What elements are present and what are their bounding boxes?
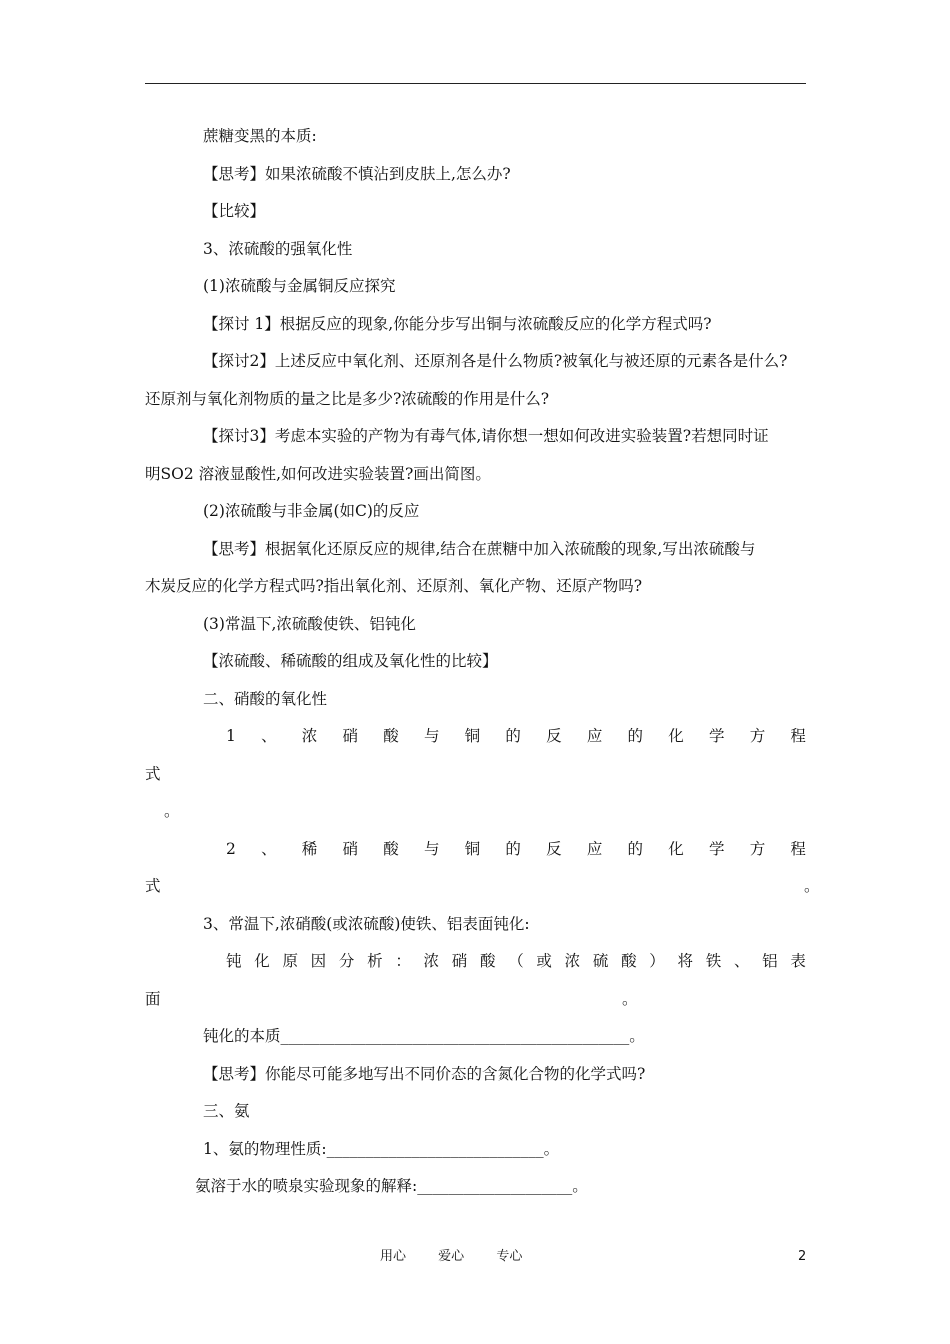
- char: 浓: [301, 727, 318, 745]
- char: 表: [790, 952, 806, 970]
- paragraph: (2)浓硫酸与非金属(如C)的反应: [203, 502, 420, 520]
- char: 硫: [592, 952, 609, 970]
- char: 的: [505, 840, 521, 858]
- paragraph: 【思考】如果浓硫酸不慎沾到皮肤上,怎么办?: [203, 165, 511, 183]
- char: 反: [546, 727, 562, 745]
- paragraph: 【探讨 1】根据反应的现象,你能分步写出铜与浓硫酸反应的化学方程式吗?: [203, 315, 712, 333]
- char: 学: [708, 727, 725, 745]
- char: 浓: [564, 952, 581, 970]
- char: 酸: [383, 727, 399, 745]
- paragraph: 明SO2 溶液显酸性,如何改进实验装置?画出简图。: [145, 465, 491, 483]
- paragraph: 【探讨2】上述反应中氧化剂、还原剂各是什么物质?被氧化与被还原的元素各是什么?: [203, 352, 788, 370]
- paragraph: 还原剂与氧化剂物质的量之比是多少?浓硫酸的作用是什么?: [145, 390, 550, 408]
- char: 的: [627, 727, 644, 745]
- char: 1: [226, 727, 236, 745]
- header-rule: [145, 83, 806, 84]
- section-heading: 3、浓硫酸的强氧化性: [203, 240, 353, 258]
- char: 化: [668, 727, 684, 745]
- char: 、: [733, 952, 750, 970]
- paragraph: 蔗糖变黑的本质:: [203, 127, 317, 145]
- footer-word: 爱心: [438, 1249, 465, 1264]
- char: 铜: [464, 727, 481, 745]
- paragraph: 木炭反应的化学方程式吗?指出氧化剂、还原剂、氧化产物、还原产物吗?: [145, 577, 643, 595]
- char: 因: [310, 952, 327, 970]
- paragraph: 1、氨的物理性质:____________________________。: [203, 1140, 560, 1158]
- passivation-end: 。: [622, 990, 638, 1008]
- char: 程: [790, 727, 806, 745]
- char: 与: [423, 727, 440, 745]
- char: 将: [677, 952, 694, 970]
- paragraph: 钝化的本质_____________________________________________。: [203, 1027, 645, 1045]
- footer-word: 用心: [380, 1249, 407, 1264]
- paragraph: 【比较】: [203, 202, 266, 220]
- justified-line-item1: [226, 726, 806, 746]
- section-heading: 二、硝酸的氧化性: [203, 690, 328, 708]
- char: 2: [226, 840, 236, 858]
- char: 铁: [705, 952, 722, 970]
- char: ：: [395, 952, 411, 970]
- char: 或: [536, 952, 552, 970]
- char: 硝: [451, 952, 468, 970]
- paragraph: (1)浓硫酸与金属铜反应探究: [203, 277, 396, 295]
- char: 应: [586, 727, 603, 745]
- char: 酸: [621, 952, 637, 970]
- footer-word: 专心: [496, 1249, 523, 1264]
- paragraph: 【思考】你能尽可能多地写出不同价态的含氮化合物的化学式吗?: [203, 1065, 646, 1083]
- char: 酸: [383, 840, 399, 858]
- char: 酸: [479, 952, 496, 970]
- page-number: 2: [798, 1249, 807, 1264]
- item1-end: 。: [164, 802, 180, 820]
- section-heading: 三、氨: [203, 1102, 250, 1120]
- char: 应: [586, 840, 603, 858]
- paragraph: (3)常温下,浓硫酸使铁、铝钝化: [203, 615, 416, 633]
- char: （: [508, 952, 524, 970]
- char: 析: [367, 952, 383, 970]
- char: 方: [749, 840, 766, 858]
- paragraph: 【探讨3】考虑本实验的产物为有毒气体,请你想一想如何改进实验装置?若想同时证: [203, 427, 769, 445]
- justified-line-item2: [226, 839, 806, 859]
- char: 浓: [423, 952, 440, 970]
- char: 学: [708, 840, 725, 858]
- char: 钝: [226, 952, 242, 970]
- char: 原: [282, 952, 298, 970]
- char: 与: [423, 840, 440, 858]
- char: 的: [505, 727, 521, 745]
- char: 、: [261, 727, 277, 745]
- paragraph: 【浓硫酸、稀硫酸的组成及氧化性的比较】: [203, 652, 498, 670]
- item1-tail: 式: [145, 765, 161, 783]
- char: 、: [261, 840, 277, 858]
- paragraph: 【思考】根据氧化还原反应的规律,结合在蔗糖中加入浓硫酸的现象,写出浓硫酸与: [203, 540, 756, 558]
- char: 分: [338, 952, 355, 970]
- item2-tail: 式: [145, 877, 161, 895]
- item2-end: 。: [804, 877, 820, 895]
- char: 铝: [762, 952, 778, 970]
- char: 化: [254, 952, 270, 970]
- char: 反: [546, 840, 562, 858]
- char: ）: [649, 952, 665, 970]
- char: 硝: [342, 727, 359, 745]
- passivation-tail: 面: [145, 990, 161, 1008]
- paragraph: 氨溶于水的喷泉实验现象的解释:____________________。: [195, 1177, 588, 1195]
- char: 程: [790, 840, 806, 858]
- footer-motto: [380, 1248, 550, 1266]
- char: 化: [668, 840, 684, 858]
- char: 稀: [301, 840, 318, 858]
- char: 方: [749, 727, 766, 745]
- justified-line-passivation: [226, 951, 806, 971]
- char: 的: [627, 840, 644, 858]
- paragraph: 3、常温下,浓硝酸(或浓硫酸)使铁、铝表面钝化:: [203, 915, 530, 933]
- char: 硝: [342, 840, 359, 858]
- char: 铜: [464, 840, 481, 858]
